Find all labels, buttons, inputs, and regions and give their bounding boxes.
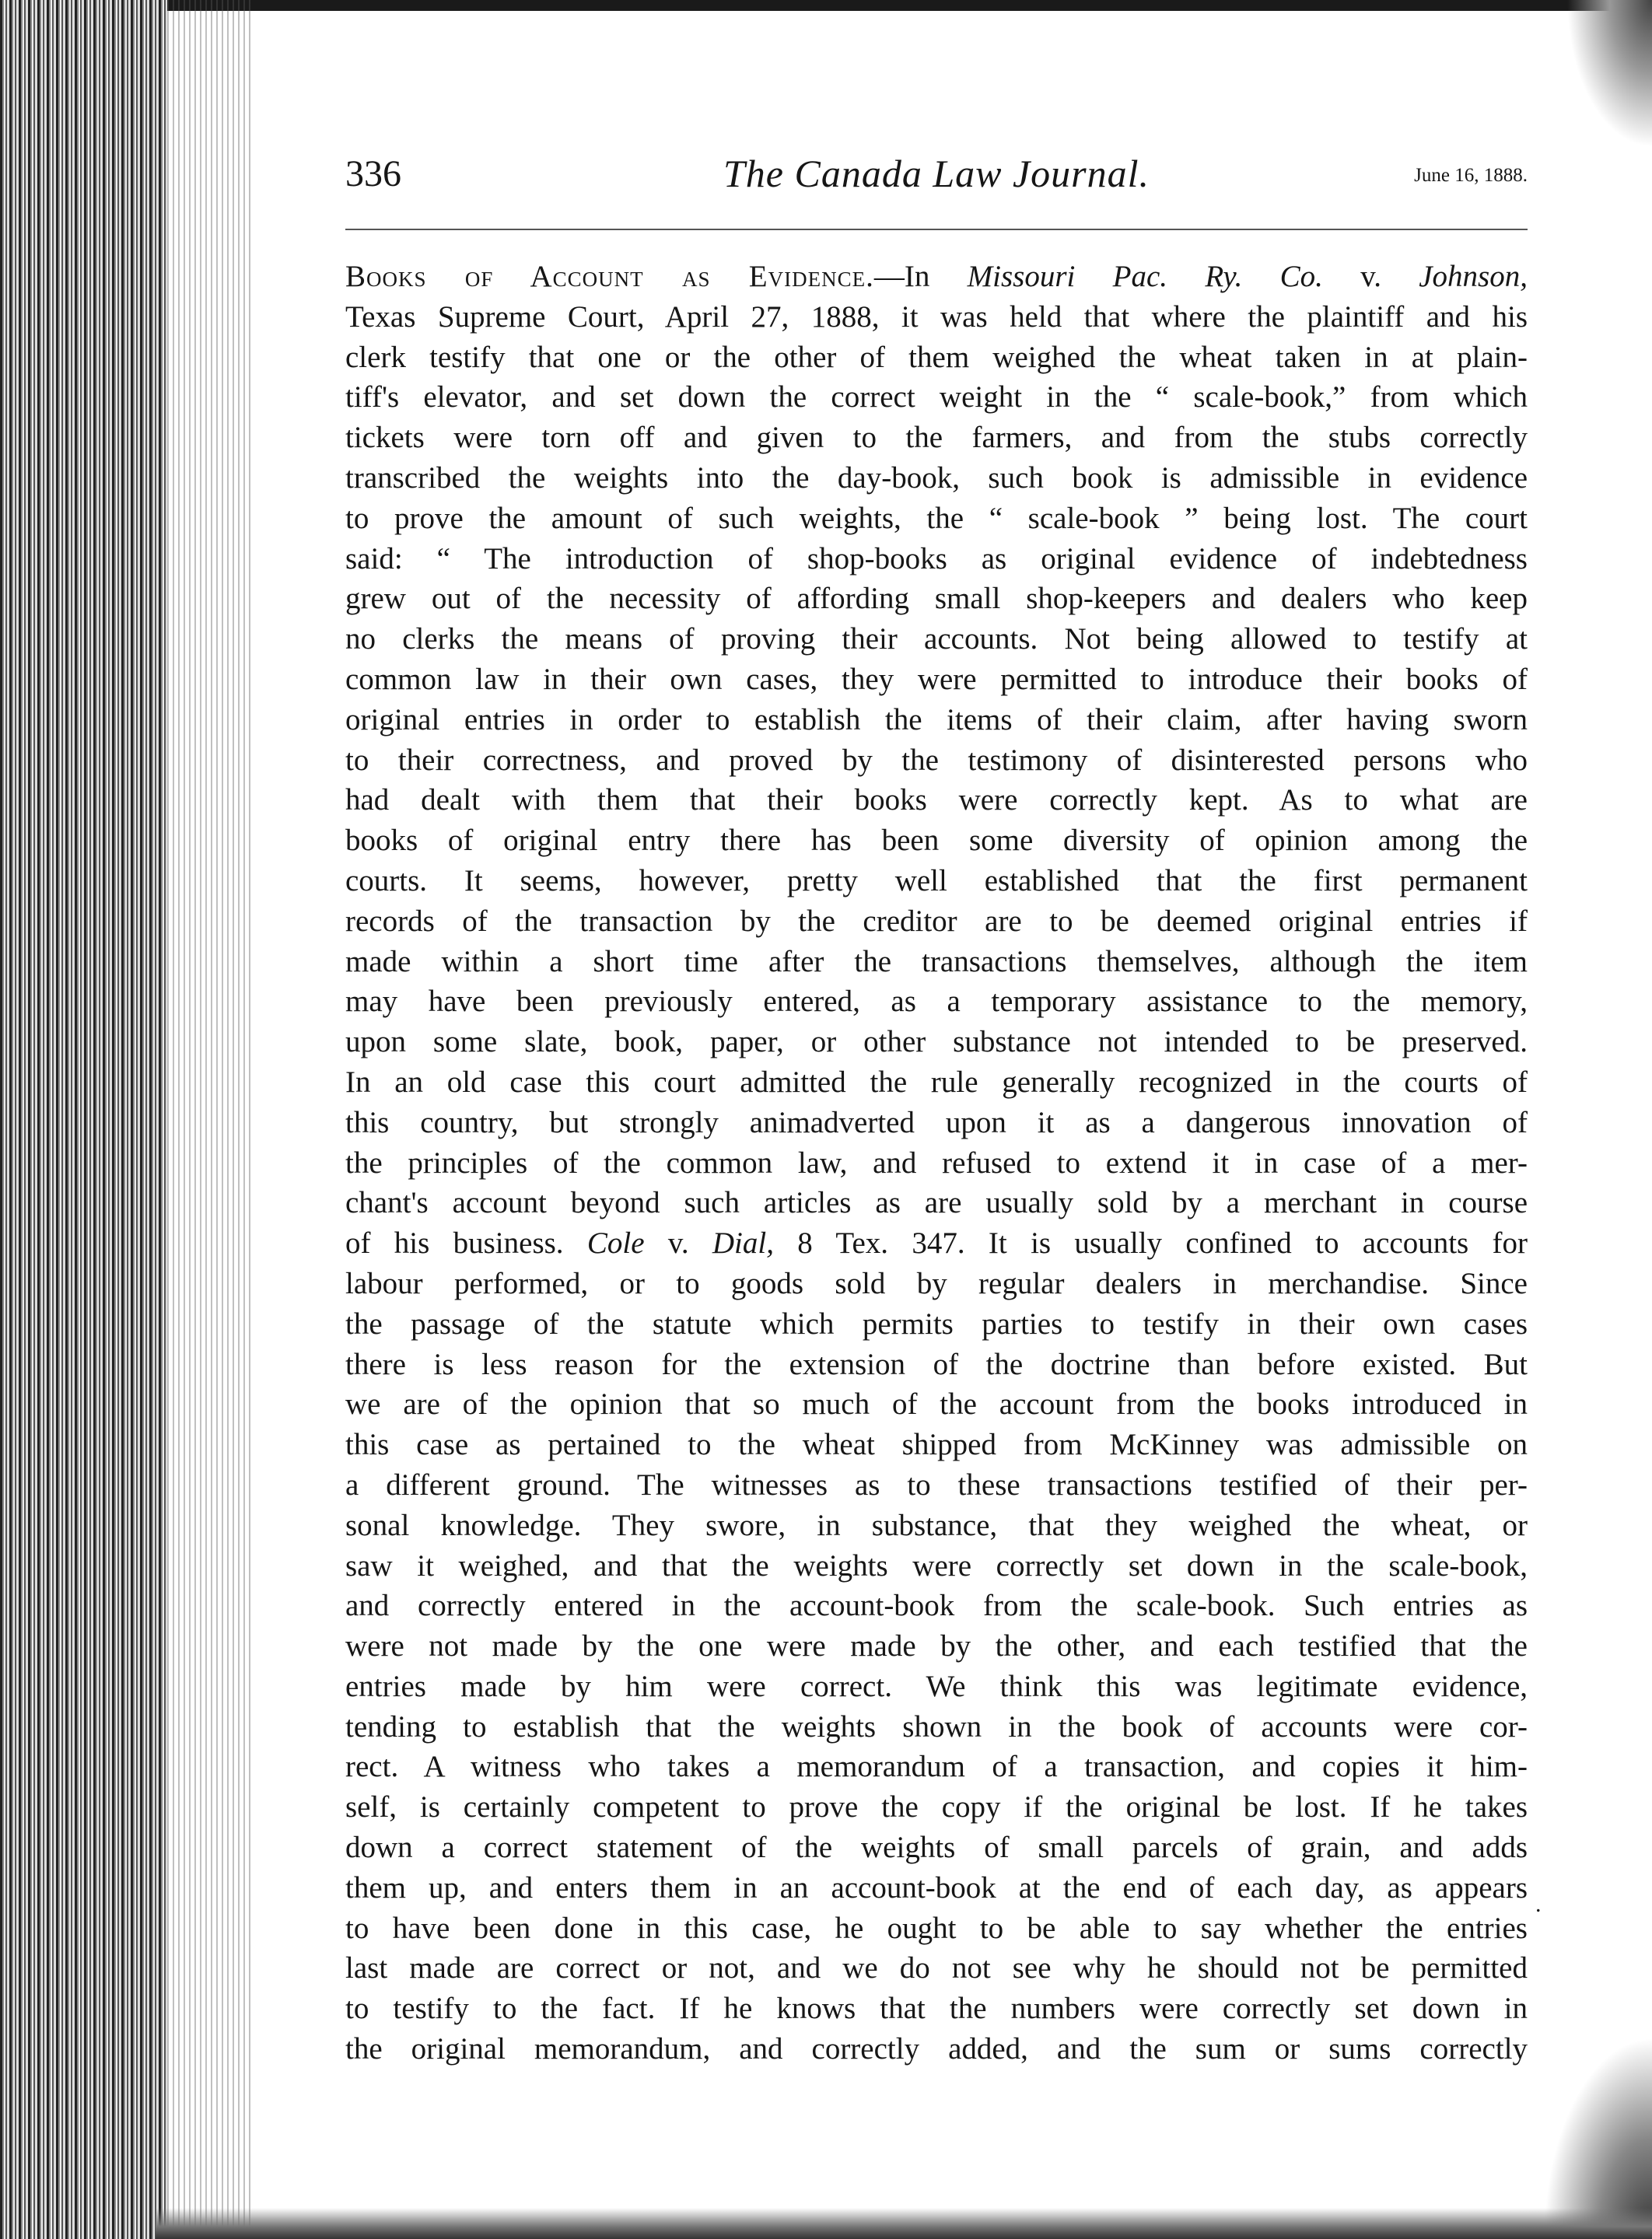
article-line: the principles of the common law, and refused to extend it in case of a mer- — [345, 1146, 1528, 1180]
line-text: —In — [873, 260, 968, 293]
article-line — [345, 257, 1528, 297]
article-line: common law in their own cases, they were permitted to introduce their books of — [345, 662, 1528, 696]
article-line: original entries in order to establish the items of their claim, after having sworn — [345, 702, 1528, 736]
page-number: 336 — [345, 153, 401, 194]
article-line: grew out of the necessity of affording small shop-keepers and dealers who keep — [345, 582, 1528, 616]
scan-bottom-edge — [156, 2208, 1652, 2239]
margin-mark: . — [1535, 1891, 1542, 1917]
article-line: to testify to the fact. If he knows that the numbers were correctly set down in — [345, 1992, 1528, 2026]
article-line: chant's account beyond such articles as are usually sold by a merchant in course — [345, 1186, 1528, 1220]
article-line: this case as pertained to the wheat shipped from McKinney was admissible on — [345, 1428, 1528, 1462]
case-name: Johnson, — [1419, 260, 1528, 293]
article-line: tickets were torn off and given to the farmers, and from the stubs correctly — [345, 421, 1528, 455]
article-line: transcribed the weights into the day-book, such book is admissible in evidence — [345, 460, 1528, 495]
scan-corner-top-right — [1566, 0, 1652, 148]
article-line: In an old case this court admitted the rule generally recognized in the courts of — [345, 1065, 1528, 1099]
journal-page — [345, 140, 1528, 2066]
article-line: and correctly entered in the account-book from the scale-book. Such entries as — [345, 1589, 1528, 1623]
line-text: v. — [644, 1226, 712, 1261]
article-line: records of the transaction by the creditor are to be deemed original entries if — [345, 904, 1528, 938]
article-line: saw it weighed, and that the weights were correctly set down in the scale-book, — [345, 1548, 1528, 1583]
case-name: Missouri Pac. Ry. Co. — [967, 260, 1323, 293]
article-line: to prove the amount of such weights, the “ scale-book ” being lost. The court — [345, 501, 1528, 535]
article-line: the original memorandum, and correctly added, and the sum or sums correctly — [345, 2032, 1528, 2066]
line-text: v. — [1322, 260, 1419, 293]
article-line: clerk testify that one or the other of them weighed the wheat taken in at plain- — [345, 340, 1528, 374]
article-line: made within a short time after the transactions themselves, although the item — [345, 944, 1528, 978]
line-text: of his business. — [345, 1226, 587, 1261]
article-line: last made are correct or not, and we do not see why he should not be permitted — [345, 1951, 1528, 1985]
article-line: to have been done in this case, he ought to be able to say whether the entries — [345, 1911, 1528, 1945]
article-line: Texas Supreme Court, April 27, 1888, it was held that where the plaintiff and his — [345, 299, 1528, 334]
article-line: down a correct statement of the weights of small parcels of grain, and adds — [345, 1831, 1528, 1865]
article-line: no clerks the means of proving their accounts. Not being allowed to testify at — [345, 622, 1528, 656]
article-line: rect. A witness who takes a memorandum of a transaction, and copies it him- — [345, 1750, 1528, 1784]
article-line: them up, and enters them in an account-book at the end of each day, as appears — [345, 1870, 1528, 1905]
case-name: Cole — [586, 1226, 645, 1261]
article-body — [345, 257, 1528, 2069]
article-line: tending to establish that the weights shown in the book of accounts were cor- — [345, 1709, 1528, 1744]
page-header — [345, 140, 1528, 218]
article-line: to their correctness, and proved by the testimony of disinterested persons who — [345, 743, 1528, 777]
article-line: we are of the opinion that so much of the account from the books introduced in — [345, 1387, 1528, 1422]
article-line: were not made by the one were made by the other, and each testified that the — [345, 1629, 1528, 1664]
article-line: this country, but strongly animadverted upon it as a dangerous innovation of — [345, 1105, 1528, 1139]
article-line: courts. It seems, however, pretty well established that the first permanent — [345, 863, 1528, 897]
scan-binding-edge — [0, 0, 167, 2239]
article-line: a different ground. The witnesses as to these transactions testified of their per- — [345, 1468, 1528, 1502]
scan-top-edge — [156, 0, 1652, 11]
article-line: may have been previously entered, as a temporary assistance to the memory, — [345, 985, 1528, 1019]
article-line: entries made by him were correct. We think this was legitimate evidence, — [345, 1669, 1528, 1703]
article-line: tiff's elevator, and set down the correct weight in the “ scale-book,” from which — [345, 380, 1528, 415]
article-line — [345, 1223, 1528, 1264]
article-line: there is less reason for the extension of the doctrine than before existed. But — [345, 1347, 1528, 1381]
issue-date: June 16, 1888. — [1414, 165, 1528, 186]
article-line: had dealt with them that their books were correctly kept. As to what are — [345, 783, 1528, 817]
article-line: self, is certainly competent to prove the copy if the original be lost. If he takes — [345, 1790, 1528, 1824]
article-line: the passage of the statute which permits parties to testify in their own cases — [345, 1307, 1528, 1341]
article-line: said: “ The introduction of shop-books as original evidence of indebtedness — [345, 541, 1528, 575]
article-line: upon some slate, book, paper, or other substance not intended to be preserved. — [345, 1025, 1528, 1059]
line-text: 8 Tex. 347. It is usually confined to accounts for — [773, 1226, 1528, 1261]
case-name: Dial, — [712, 1226, 774, 1261]
article-line: books of original entry there has been some diversity of opinion among the — [345, 824, 1528, 858]
article-line: labour performed, or to goods sold by regular dealers in merchandise. Since — [345, 1266, 1528, 1300]
header-rule — [345, 229, 1528, 230]
article-heading: Books of Account as Evidence. — [345, 260, 874, 293]
article-line: sonal knowledge. They swore, in substance, that they weighed the wheat, or — [345, 1508, 1528, 1542]
journal-title: The Canada Law Journal. — [723, 152, 1150, 195]
scan-binding-shadow — [167, 0, 253, 2239]
